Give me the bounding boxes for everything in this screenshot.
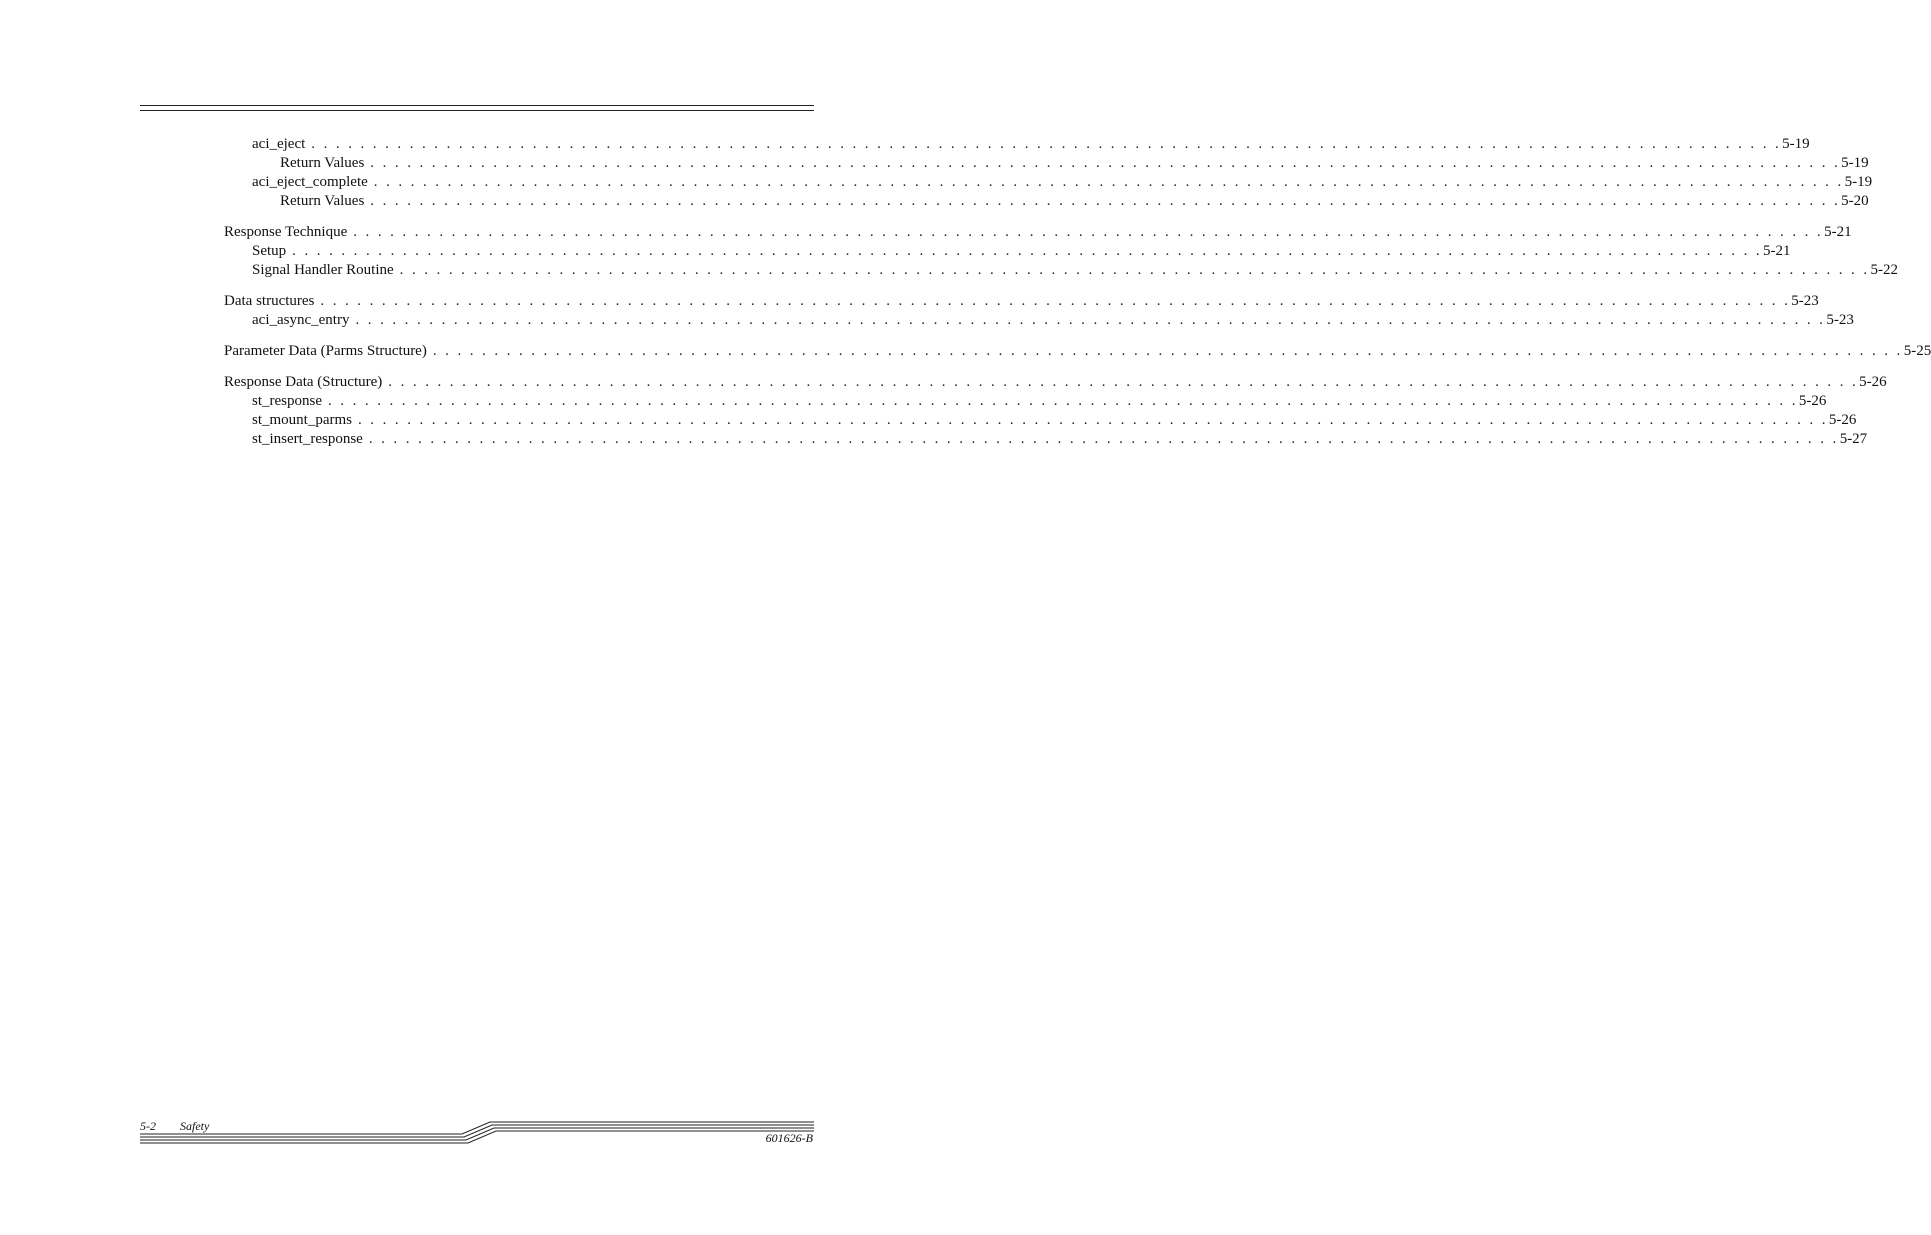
footer-rule [0,0,954,1235]
toc-entry-title: st_mount_parms [252,412,352,428]
toc-entry-page: 5-21 [1824,224,1852,240]
toc-entry-title: Parameter Data (Parms Structure) [224,343,427,359]
toc-entry-page: 5-26 [1859,374,1887,390]
toc-dot-leader: . . . . . . . . . . . . . . . . . . . . . . . . . . . . . . . . . . . . . . . . . . . . . . . . . . . . . . . . . . . . . . . . . . . . . . . . . . . . . . . . . . . . . . . . . . . . . . . . . . . . . . . . . . . . . . . . . . . . . . . . [311,136,1782,152]
footer-page-number: 5-2 [140,1119,156,1133]
toc-dot-leader: . . . . . . . . . . . . . . . . . . . . . . . . . . . . . . . . . . . . . . . . . . . . . . . . . . . . . . . . . . . . . . . . . . . . . . . . . . . . . . . . . . . . . . . . . . . . . . . . . . . . . . . . . . . . . . . . . . . . . . . . [320,293,1791,309]
toc-entry-title: Setup [252,243,287,259]
toc-entry-title: Signal Handler Routine [252,262,394,278]
toc-dot-leader: . . . . . . . . . . . . . . . . . . . . . . . . . . . . . . . . . . . . . . . . . . . . . . . . . . . . . . . . . . . . . . . . . . . . . . . . . . . . . . . . . . . . . . . . . . . . . . . . . . . . . . . . . . . . . . . . . . . . . . . . [328,393,1798,409]
toc-dot-leader: . . . . . . . . . . . . . . . . . . . . . . . . . . . . . . . . . . . . . . . . . . . . . . . . . . . . . . . . . . . . . . . . . . . . . . . . . . . . . . . . . . . . . . . . . . . . . . . . . . . . . . . . . . . . . . . . . . . . . . . . [370,155,1841,171]
toc-entry-title: Return Values [280,155,365,171]
toc-entry-page: 5-25 [1903,343,1931,359]
toc-entry-page: 5-27 [1839,431,1868,447]
toc-entry-title: Response Data (Structure) [224,374,383,390]
footer-doc-number: 601626-B [765,1131,813,1145]
toc-entry-page: 5-19 [1841,155,1869,171]
toc-entry-page: 5-26 [1828,412,1857,428]
toc-dot-leader: . . . . . . . . . . . . . . . . . . . . . . . . . . . . . . . . . . . . . . . . . . . . . . . . . . . . . . . . . . . . . . . . . . . . . . . . . . . . . . . . . . . . . . . . . . . . . . . . . . . . . . . . . . . . . . . . . . . . . . . . [368,431,1839,447]
footer-left [140,1119,209,1134]
toc-entry-title: aci_eject [252,136,306,152]
toc-dot-leader: . . . . . . . . . . . . . . . . . . . . . . . . . . . . . . . . . . . . . . . . . . . . . . . . . . . . . . . . . . . . . . . . . . . . . . . . . . . . . . . . . . . . . . . . . . . . . . . . . . . . . . . . . . . . . . . . . . . . . . . . [355,312,1826,328]
toc-entry-page: 5-19 [1844,174,1873,190]
toc-entry-page: 5-22 [1870,262,1899,278]
toc-dot-leader: . . . . . . . . . . . . . . . . . . . . . . . . . . . . . . . . . . . . . . . . . . . . . . . . . . . . . . . . . . . . . . . . . . . . . . . . . . . . . . . . . . . . . . . . . . . . . . . . . . . . . . . . . . . . . . . . . . . . . . . . [358,412,1828,428]
toc-entry-page: 5-19 [1782,136,1810,152]
toc-entry-title: Response Technique [224,224,348,240]
toc-entry-title: st_insert_response [252,431,363,447]
toc-dot-leader: . . . . . . . . . . . . . . . . . . . . . . . . . . . . . . . . . . . . . . . . . . . . . . . . . . . . . . . . . . . . . . . . . . . . . . . . . . . . . . . . . . . . . . . . . . . . . . . . . . . . . . . . . . . . . . . . . . . . . . . . [370,193,1841,209]
toc-dot-leader: . . . . . . . . . . . . . . . . . . . . . . . . . . . . . . . . . . . . . . . . . . . . . . . . . . . . . . . . . . . . . . . . . . . . . . . . . . . . . . . . . . . . . . . . . . . . . . . . . . . . . . . . . . . . . . . . . . . . . . . . [353,224,1824,240]
toc-dot-leader: . . . . . . . . . . . . . . . . . . . . . . . . . . . . . . . . . . . . . . . . . . . . . . . . . . . . . . . . . . . . . . . . . . . . . . . . . . . . . . . . . . . . . . . . . . . . . . . . . . . . . . . . . . . . . . . . . . . . . . . . [388,374,1859,390]
toc-dot-leader: . . . . . . . . . . . . . . . . . . . . . . . . . . . . . . . . . . . . . . . . . . . . . . . . . . . . . . . . . . . . . . . . . . . . . . . . . . . . . . . . . . . . . . . . . . . . . . . . . . . . . . . . . . . . . . . . . . . . . . . . [432,343,1903,359]
toc-entry-page: 5-20 [1841,193,1869,209]
toc-entry-title: aci_eject_complete [252,174,368,190]
toc-entry-page: 5-26 [1798,393,1827,409]
toc-entry-title: Data structures [224,293,315,309]
toc-dot-leader: . . . . . . . . . . . . . . . . . . . . . . . . . . . . . . . . . . . . . . . . . . . . . . . . . . . . . . . . . . . . . . . . . . . . . . . . . . . . . . . . . . . . . . . . . . . . . . . . . . . . . . . . . . . . . . . . . . . . . . . . [373,174,1844,190]
toc-entry-title: st_response [252,393,322,409]
toc-entry-page: 5-21 [1763,243,1791,259]
toc-entry-page: 5-23 [1791,293,1819,309]
toc-entry-title: aci_async_entry [252,312,350,328]
toc-entry-page: 5-23 [1826,312,1854,328]
toc-dot-leader: . . . . . . . . . . . . . . . . . . . . . . . . . . . . . . . . . . . . . . . . . . . . . . . . . . . . . . . . . . . . . . . . . . . . . . . . . . . . . . . . . . . . . . . . . . . . . . . . . . . . . . . . . . . . . . . . . . . . . . . . [399,262,1870,278]
footer-section: Safety [180,1119,210,1133]
toc-entry-title: Return Values [280,193,365,209]
toc-dot-leader: . . . . . . . . . . . . . . . . . . . . . . . . . . . . . . . . . . . . . . . . . . . . . . . . . . . . . . . . . . . . . . . . . . . . . . . . . . . . . . . . . . . . . . . . . . . . . . . . . . . . . . . . . . . . . . . . . . . . . . . . [292,243,1763,259]
